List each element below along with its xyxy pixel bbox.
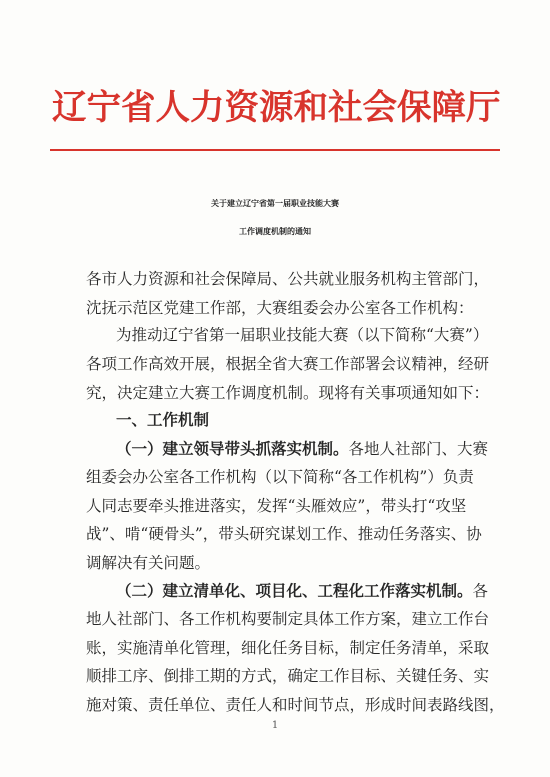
item2-line-4: 顺排工序、倒排工期的方式，确定工作目标、关键任务、实	[86, 667, 490, 685]
intro-line-1: 为推动辽宁省第一届职业技能大赛（以下简称“大赛”）	[116, 326, 489, 344]
org-header: 辽宁省人力资源和社会保障厅	[52, 88, 501, 128]
document-title-line-2: 工作调度机制的通知	[239, 226, 311, 236]
item1-line-2: 组委会办公室各工作机构（以下简称“各工作机构”）负责	[86, 468, 474, 486]
section-heading: 一、工作机制	[116, 410, 210, 429]
document-title-line-1: 关于建立辽宁省第一届职业技能大赛	[211, 198, 339, 208]
item2-line1-text: 各	[472, 582, 489, 600]
item2-line-2: 地人社部门、各工作机构要制定具体工作方案，建立工作台	[86, 610, 490, 628]
salutation-line-1: 各市人力资源和社会保障局、公共就业服务机构主管部门，	[86, 270, 490, 288]
item1-label: （一）建立领导带头抓落实机制。	[116, 439, 349, 458]
item1-line-5: 调解决有关问题。	[86, 554, 211, 572]
item2-label: （二）建立清单化、项目化、工程化工作落实机制。	[116, 581, 473, 600]
item1-line1-text: 各地人社部门、大赛	[348, 440, 489, 458]
item2-line-5: 施对策、责任单位、责任人和时间节点，形成时间表路线图，	[86, 696, 505, 714]
item2-line-1	[116, 580, 488, 602]
page-number: 1	[271, 720, 279, 731]
item1-line-3: 人同志要牵头推进落实，发挥“头雁效应”，带头打“攻坚	[86, 497, 467, 515]
item1-line-4: 战”、啃“硬骨头”，带头研究谋划工作、推动任务落实、协	[86, 525, 482, 543]
item2-line-3: 账，实施清单化管理，细化任务目标，制定任务清单，采取	[86, 639, 490, 657]
item1-line-1	[116, 438, 488, 460]
salutation-line-2: 沈抚示范区党建工作部，大赛组委会办公室各工作机构：	[86, 299, 474, 317]
intro-line-2: 各项工作高效开展，根据全省大赛工作部署会议精神，经研	[86, 355, 490, 373]
intro-line-3: 究，决定建立大赛工作调度机制。现将有关事项通知如下：	[86, 384, 490, 402]
red-divider-line	[50, 149, 500, 151]
